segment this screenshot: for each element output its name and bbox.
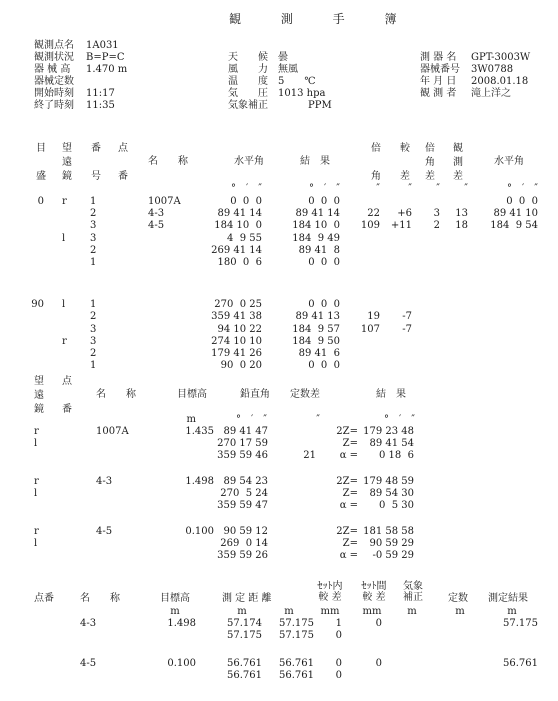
d-measured-result: 56.761 [503, 658, 538, 669]
h-double-angle: 22 [367, 208, 380, 219]
h-name: 4-3 [148, 208, 165, 219]
end-time-value: 11:35 [86, 100, 115, 111]
v-unit-result: ° ′ ″ [383, 414, 415, 425]
unit-result: ° ′ ″ [308, 183, 340, 194]
d-set-in-diff: 0 [335, 630, 342, 641]
d-unit: mm [320, 606, 340, 617]
v-col-vertical-angle: 鉛直角 [240, 389, 270, 400]
d-unit: mm [362, 606, 382, 617]
h-result: 89 41 13 [295, 311, 340, 322]
v-vertical-angle: 90 59 12 [223, 526, 268, 537]
instrument-name-label: 測 器 名 [420, 52, 457, 63]
h-number: 1 [90, 257, 97, 268]
h-angle: 274 10 10 [211, 336, 262, 347]
weather-correction-value: PPM [278, 100, 332, 111]
col-observation-diff: 観 測 差 [453, 143, 463, 182]
unit-angle: ° ′ ″ [230, 183, 262, 194]
h-number: 2 [90, 311, 97, 322]
observer-value: 滝上洋之 [471, 88, 511, 99]
v-vertical-angle: 269 0 14 [220, 538, 268, 549]
h-number: 2 [90, 245, 97, 256]
d-set-in-diff: 0 [335, 658, 342, 669]
d-unit: m [507, 606, 517, 617]
h-number: 1 [90, 196, 97, 207]
h-result: 89 41 6 [298, 348, 340, 359]
d-distance-1: 57.175 [227, 630, 262, 641]
h-result: 0 0 0 [308, 299, 340, 310]
h-name: 4-5 [148, 220, 165, 231]
d-name: 4-3 [80, 618, 97, 629]
d-set-between-diff: 0 [375, 618, 382, 629]
d-col-point-number: 点番 [34, 593, 54, 604]
h-angle-2: 184 9 54 [490, 220, 538, 231]
h-number: 2 [90, 208, 97, 219]
d-distance-2: 56.761 [279, 658, 314, 669]
d-col-measured-distance: 測 定 距 離 [222, 593, 272, 604]
col-horizontal-angle-2: 水平角 [494, 156, 524, 167]
d-unit: m [237, 606, 247, 617]
h-angle: 89 41 14 [217, 208, 262, 219]
v-name: 4-3 [96, 476, 113, 487]
h-result: 0 0 0 [308, 360, 340, 371]
v-result-label: 2Z= [336, 426, 358, 437]
h-number: 3 [90, 220, 97, 231]
h-angle: 184 10 0 [214, 220, 262, 231]
v-vertical-angle: 359 59 46 [217, 450, 268, 461]
v-result-label: Z= [342, 538, 358, 549]
h-angle: 90 0 20 [220, 360, 262, 371]
h-difference: -7 [402, 311, 412, 322]
h-double-angle: 107 [360, 324, 380, 335]
h-angle: 270 0 25 [214, 299, 262, 310]
col-horizontal-angle: 水平角 [234, 156, 264, 167]
h-result: 0 0 0 [308, 257, 340, 268]
h-telescope: l [62, 233, 66, 244]
station-name-value: 1A031 [86, 40, 119, 51]
d-target-height: 0.100 [167, 658, 196, 669]
h-result: 184 9 50 [292, 336, 340, 347]
col-name: 名 称 [148, 156, 188, 167]
h-result: 184 9 57 [292, 324, 340, 335]
h-angle-2: 0 0 0 [506, 196, 538, 207]
weather-label: 天 候 [228, 52, 268, 63]
v-result-label: Z= [342, 438, 358, 449]
pressure-value: 1013 hpa [278, 88, 326, 99]
d-distance-2: 57.175 [279, 630, 314, 641]
v-target-height: 0.100 [185, 526, 214, 537]
h-number: 1 [90, 299, 97, 310]
d-distance-1: 57.174 [227, 618, 262, 629]
h-double-angle: 109 [360, 220, 380, 231]
h-name: 1007A [148, 196, 181, 207]
wind-label: 風 力 [228, 64, 268, 75]
instrument-height-label: 器 械 高 [34, 64, 71, 75]
instrument-number-value: 3W0788 [471, 64, 514, 75]
col-double-angle: 倍 角 [371, 143, 381, 182]
v-col-const-diff: 定数差 [290, 389, 320, 400]
h-telescope: r [62, 196, 67, 207]
h-result: 0 0 0 [308, 196, 340, 207]
d-unit: m [284, 606, 294, 617]
end-time-label: 終了時刻 [34, 100, 74, 111]
h-telescope: r [62, 336, 67, 347]
h-result: 184 10 0 [292, 220, 340, 231]
date-value: 2008.01.18 [471, 76, 529, 87]
weather-correction-label: 気象補正 [228, 100, 268, 111]
v-result: 89 54 30 [369, 488, 414, 499]
d-set-in-diff: 1 [335, 618, 342, 629]
v-result-label: Z= [342, 488, 358, 499]
h-difference: +11 [390, 220, 412, 231]
instrument-height-value: 1.470 m [86, 64, 128, 75]
d-col-set-between-diff: ｾｯﾄ間 較 差 [361, 581, 387, 603]
v-result: 179 48 59 [363, 476, 414, 487]
v-result: 0 5 30 [379, 500, 414, 511]
v-name: 4-5 [96, 526, 113, 537]
page-title: 観 測 手 簿 [229, 12, 415, 26]
d-name: 4-5 [80, 658, 97, 669]
wind-value: 無風 [278, 64, 298, 75]
v-result: -0 59 29 [372, 550, 414, 561]
v-col-telescope: 望 遠 鏡 [34, 376, 44, 415]
h-angle: 179 41 26 [211, 348, 262, 359]
weather-value: 曇 [278, 52, 288, 63]
d-target-height: 1.498 [167, 618, 196, 629]
start-time-value: 11:17 [86, 88, 115, 99]
v-result-label: 2Z= [336, 526, 358, 537]
v-result-label: α = [339, 500, 358, 511]
v-unit-angle: ° ′ ″ [235, 414, 267, 425]
h-result: 89 41 14 [295, 208, 340, 219]
h-angle: 180 0 6 [217, 257, 262, 268]
station-name-label: 観測点名 [34, 40, 74, 51]
pressure-label: 気 圧 [228, 88, 268, 99]
instrument-name-value: GPT-3003W [471, 52, 531, 63]
v-result: 181 58 58 [363, 526, 414, 537]
v-result-label: α = [339, 550, 358, 561]
unit-double-diff: ″ [436, 183, 440, 194]
h-number: 2 [90, 348, 97, 359]
v-vertical-angle: 89 54 23 [223, 476, 268, 487]
d-unit: m [455, 606, 465, 617]
h-difference: +6 [397, 208, 412, 219]
d-distance-1: 56.761 [227, 670, 262, 681]
d-measured-result: 57.175 [503, 618, 538, 629]
v-col-target-height: 目標高 [177, 389, 207, 400]
v-vertical-angle: 89 41 47 [223, 426, 268, 437]
h-number: 1 [90, 360, 97, 371]
d-col-set-in-diff: ｾｯﾄ内 較 差 [317, 581, 343, 603]
v-col-name: 名 称 [96, 389, 136, 400]
v-result: 89 41 54 [369, 438, 414, 449]
v-target-height: 1.498 [185, 476, 214, 487]
v-result-label: α = [339, 450, 358, 461]
col-mokumori: 目 盛 [36, 143, 46, 182]
col-telescope: 望 遠 鏡 [62, 143, 72, 182]
h-mokumori: 90 [31, 299, 44, 310]
h-angle: 0 0 0 [230, 196, 262, 207]
obs-status-label: 観測状況 [34, 52, 74, 63]
h-angle: 94 10 22 [217, 324, 262, 335]
v-telescope: r l [34, 426, 39, 449]
d-col-name: 名 称 [80, 593, 120, 604]
h-number: 3 [90, 336, 97, 347]
v-telescope: r l [34, 526, 39, 549]
h-angle: 4 9 55 [227, 233, 262, 244]
col-double-angle-diff: 倍 角 差 [425, 143, 435, 182]
date-label: 年 月 日 [420, 76, 457, 87]
h-difference: -7 [402, 324, 412, 335]
h-angle: 359 41 38 [211, 311, 262, 322]
h-double-angle-diff: 2 [433, 220, 440, 231]
d-col-weather-correction: 気象 補正 [403, 581, 423, 603]
unit-angle-2: ° ′ ″ [506, 183, 538, 194]
v-target-height: 1.435 [185, 426, 214, 437]
col-result: 結 果 [300, 156, 330, 167]
d-unit: m [407, 606, 417, 617]
h-number: 3 [90, 324, 97, 335]
h-mokumori: 0 [37, 196, 44, 207]
obs-status-value: B=P=C [86, 52, 125, 63]
d-col-result: 測定結果 [488, 593, 528, 604]
d-distance-1: 56.761 [227, 658, 262, 669]
unit-obs-diff: ″ [464, 183, 468, 194]
h-observation-diff: 18 [455, 220, 468, 231]
d-set-between-diff: 0 [375, 658, 382, 669]
col-point-number: 点 番 [118, 143, 128, 182]
unit-diff: ″ [408, 183, 412, 194]
temperature-value: 5 ℃ [278, 76, 316, 87]
d-col-target-height: 目標高 [160, 593, 190, 604]
h-observation-diff: 13 [455, 208, 468, 219]
start-time-label: 開始時刻 [34, 88, 74, 99]
v-vertical-angle: 270 5 24 [220, 488, 268, 499]
observer-label: 観 測 者 [420, 88, 457, 99]
v-vertical-angle: 359 59 26 [217, 550, 268, 561]
v-unit-target: m [186, 414, 196, 425]
v-vertical-angle: 270 17 59 [217, 438, 268, 449]
v-result: 90 59 29 [369, 538, 414, 549]
col-number: 番 号 [91, 143, 101, 182]
instrument-const-label: 器械定数 [34, 76, 74, 87]
v-col-point-number: 点 番 [62, 376, 72, 415]
d-unit: m [170, 606, 180, 617]
d-distance-2: 57.175 [279, 618, 314, 629]
temperature-label: 温 度 [228, 76, 268, 87]
v-const-diff: 21 [303, 450, 316, 461]
v-result-label: 2Z= [336, 476, 358, 487]
unit-double: ″ [376, 183, 380, 194]
v-col-result: 結 果 [376, 389, 406, 400]
d-set-in-diff: 0 [335, 670, 342, 681]
v-name: 1007A [96, 426, 129, 437]
h-angle: 269 41 14 [211, 245, 262, 256]
v-result: 179 23 48 [363, 426, 414, 437]
h-result: 184 9 49 [292, 233, 340, 244]
d-distance-2: 56.761 [279, 670, 314, 681]
v-telescope: r l [34, 476, 39, 499]
h-number: 3 [90, 233, 97, 244]
col-difference: 較 差 [400, 143, 410, 182]
h-angle-2: 89 41 10 [493, 208, 538, 219]
h-telescope: l [62, 299, 66, 310]
v-vertical-angle: 359 59 47 [217, 500, 268, 511]
v-result: 0 18 6 [379, 450, 414, 461]
d-col-constant: 定数 [448, 593, 468, 604]
h-double-angle: 19 [367, 311, 380, 322]
h-result: 89 41 8 [298, 245, 340, 256]
h-double-angle-diff: 3 [433, 208, 440, 219]
instrument-number-label: 器械番号 [420, 64, 460, 75]
v-unit-const: ″ [316, 414, 320, 425]
